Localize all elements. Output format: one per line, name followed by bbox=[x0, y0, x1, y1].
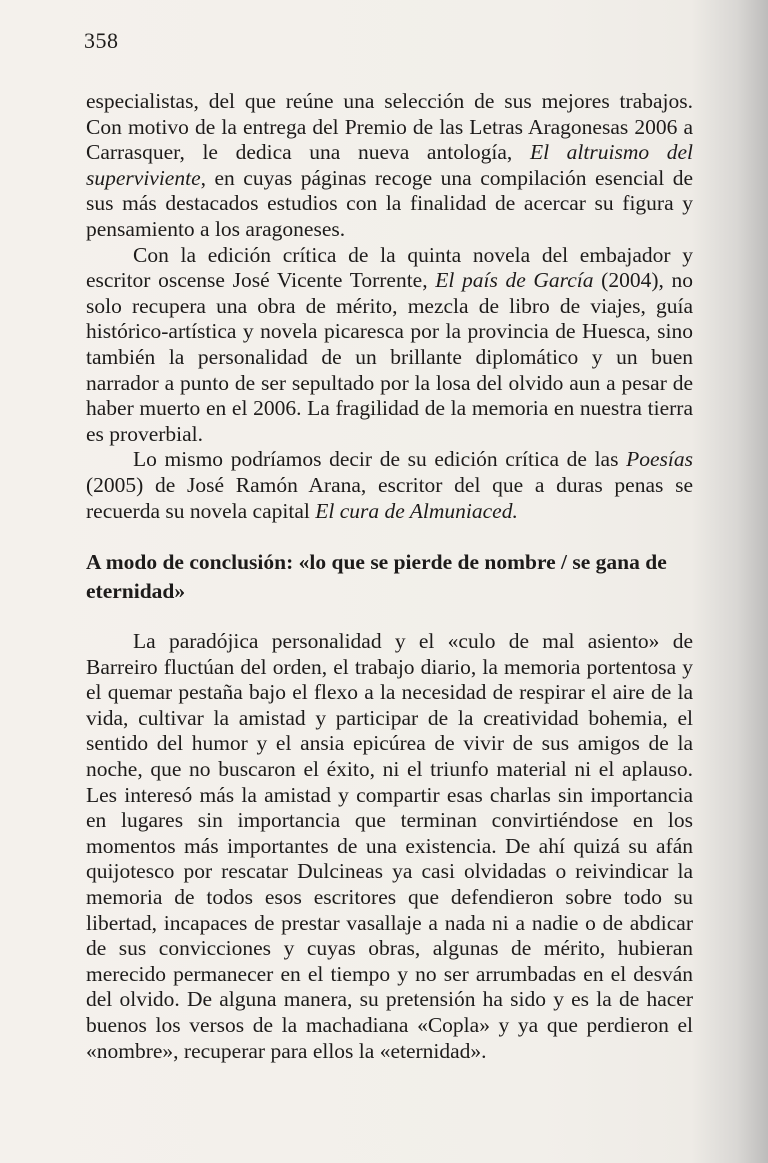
text-run: Con la edición crítica de la quinta novela del embajador y escritor oscense José Vicente Torrente, bbox=[86, 242, 693, 293]
text-run: , en cuyas páginas recoge una compilación esencial de sus más destacados estudios con la finalidad de acercar su figura y pensamiento a los aragoneses. bbox=[86, 165, 693, 241]
italic-title: El país de García bbox=[435, 268, 594, 293]
text-run: Lo mismo podríamos decir de su edición crítica de las bbox=[133, 447, 627, 472]
paragraph bbox=[86, 447, 693, 524]
body-text bbox=[86, 89, 693, 1064]
section-heading: A modo de conclusión: «lo que se pierde de nombre / se gana de eternidad» bbox=[86, 550, 667, 604]
paragraph bbox=[86, 243, 693, 448]
text-run: (2004), no solo recupera una obra de mérito, mezcla de libro de viajes, guía histórico-artística y novela picaresca por la provincia de Huesca, sino también la personalidad de un brillante diplomático y un buen narrador a punto de ser sepultado por la losa del olvido aun a pesar de haber muerto en el 2006. La fragilidad de la memoria en nuestra tierra es proverbial. bbox=[86, 268, 693, 446]
text-run: especialistas, del que reúne una selección de sus mejores trabajos. Con motivo de la entrega del Premio de las Letras Aragonesas 2006 a Carrasquer, le dedica una nueva antología, bbox=[86, 89, 693, 165]
spacer bbox=[86, 606, 693, 629]
paragraph bbox=[86, 89, 693, 243]
text-run: (2005) de José Ramón Arana, escritor del que a duras penas se recuerda su novela capital bbox=[86, 472, 693, 523]
italic-title: El altruismo del superviviente bbox=[86, 140, 693, 190]
text-run: La paradójica personalidad y el «culo de mal asiento» de Barreiro fluctúan del orden, el trabajo diario, la memoria portentosa y el quemar pestaña bajo el flexo a la necesidad de respirar el aire de la vida, cultivar la amistad y participar de la creatividad bohemia, el sentido del humor y el ansia epicúrea de vivir de sus amigos de la noche, que no buscaron el éxito, ni el triunfo material ni el aplauso. Les interesó más la amistad y compartir esas charlas sin importancia en lugares sin importancia que terminan convirtiéndose en los momentos más importantes de una existencia. De ahí quizá su afán quijotesco por rescatar Dulcineas ya casi olvidadas o reivindicar la memoria de todos esos escritores que defendieron sobre todo su libertad, incapaces de prestar vasallaje a nada ni a nadie o de abdicar de sus convicciones y cuyas obras, algunas de mérito, hubieran merecido permanecer en el tiempo y no ser arrumbadas en el desván del olvido. De alguna manera, su pretensión ha sido y es la de hacer buenos los versos de la machadiana «Copla» y ya que perdieron el «nombre», recuperar para ellos la «eternidad». bbox=[86, 629, 693, 1063]
italic-title: El cura de Almuniaced. bbox=[315, 498, 518, 523]
italic-title: Poesías bbox=[626, 447, 693, 472]
page-number: 358 bbox=[84, 28, 119, 53]
paragraph bbox=[86, 629, 693, 1064]
